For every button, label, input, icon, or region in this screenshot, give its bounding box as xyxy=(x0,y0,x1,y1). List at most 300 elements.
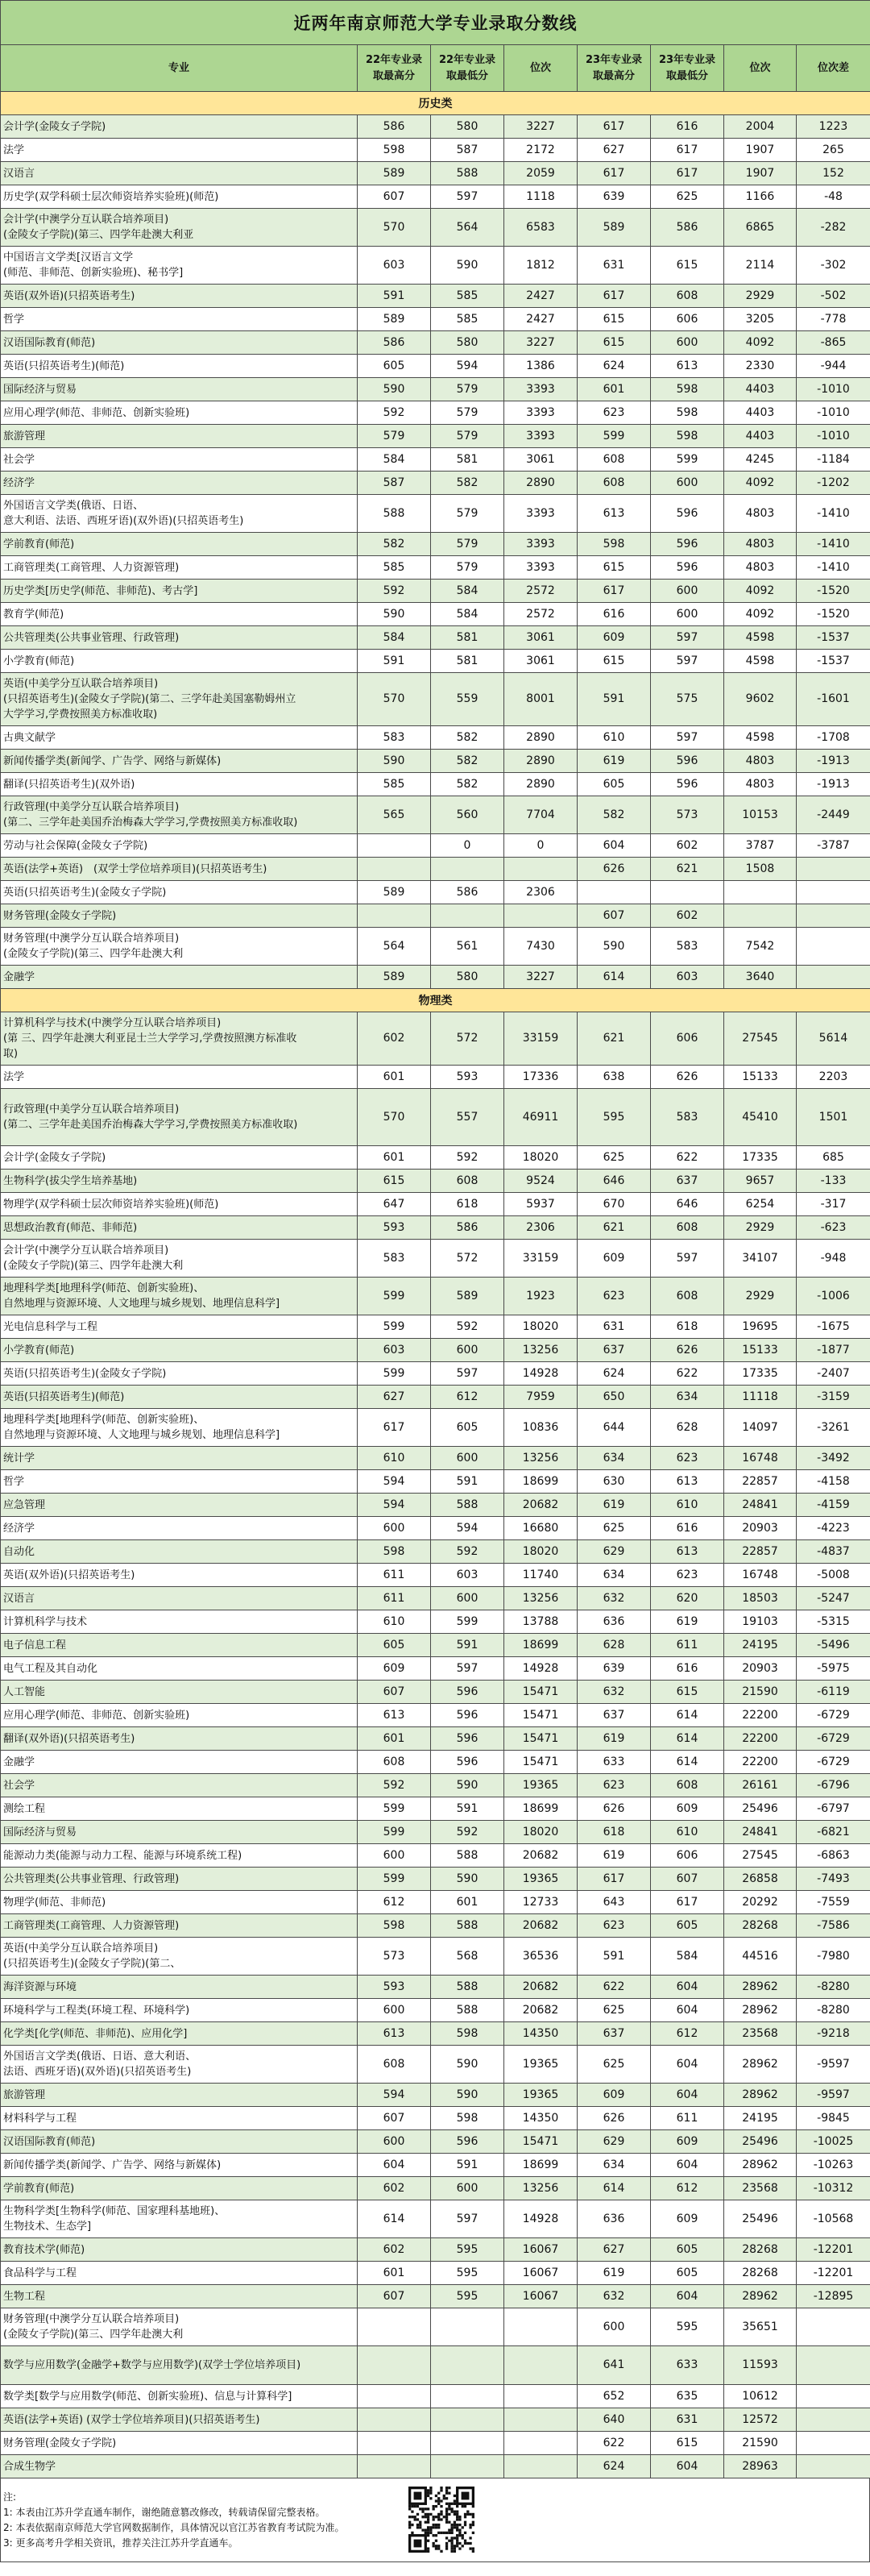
score-cell: -502 xyxy=(797,285,870,308)
score-cell: 4403 xyxy=(724,378,797,401)
table-row xyxy=(1,1240,870,1278)
score-cell: 28268 xyxy=(724,1914,797,1938)
score-cell: -6729 xyxy=(797,1704,870,1727)
score-cell: 559 xyxy=(431,673,504,726)
score-cell: 2929 xyxy=(724,1278,797,1315)
table-row xyxy=(1,580,870,603)
score-cell: 583 xyxy=(358,726,431,750)
score-cell: 7959 xyxy=(504,1386,578,1409)
score-cell: 14928 xyxy=(504,1362,578,1386)
score-cell: 3205 xyxy=(724,308,797,331)
score-cell: 624 xyxy=(578,2455,651,2478)
score-cell: 599 xyxy=(358,1797,431,1821)
score-cell: 1923 xyxy=(504,1278,578,1315)
score-cell: -1520 xyxy=(797,603,870,626)
score-cell: 585 xyxy=(431,308,504,331)
category-label: 物理类 xyxy=(1,989,870,1012)
score-cell: 644 xyxy=(578,1409,651,1447)
score-cell: 596 xyxy=(431,1704,504,1727)
score-cell: 572 xyxy=(431,1240,504,1278)
score-cell: 590 xyxy=(578,928,651,966)
score-cell: 4403 xyxy=(724,401,797,425)
score-cell: 604 xyxy=(651,2084,724,2107)
score-cell: 612 xyxy=(651,2177,724,2200)
score-cell: 603 xyxy=(431,1564,504,1587)
score-cell: 1508 xyxy=(724,858,797,881)
score-cell xyxy=(431,2308,504,2346)
score-cell: 28963 xyxy=(724,2455,797,2478)
table-row xyxy=(1,1409,870,1447)
score-cell: 597 xyxy=(651,626,724,650)
score-cell: 21590 xyxy=(724,2432,797,2455)
score-cell: 2572 xyxy=(504,603,578,626)
score-cell: 3393 xyxy=(504,378,578,401)
score-cell: 610 xyxy=(358,1447,431,1470)
score-cell: 2172 xyxy=(504,139,578,162)
score-cell: -9218 xyxy=(797,2022,870,2046)
score-cell: 573 xyxy=(651,796,724,834)
score-cell: 591 xyxy=(431,1634,504,1657)
score-cell: 4803 xyxy=(724,556,797,580)
major-name: 小学教育(师范) xyxy=(1,1339,358,1362)
score-cell: 609 xyxy=(651,2200,724,2238)
major-name: 公共管理类(公共事业管理、行政管理) xyxy=(1,1868,358,1891)
score-cell: 579 xyxy=(358,425,431,448)
score-cell: 610 xyxy=(358,1610,431,1634)
score-cell: 586 xyxy=(358,331,431,355)
score-cell: 4092 xyxy=(724,580,797,603)
major-name: 汉语言 xyxy=(1,162,358,185)
column-header: 23年专业录 取最低分 xyxy=(651,45,724,92)
score-cell: 598 xyxy=(358,1540,431,1564)
score-cell: 605 xyxy=(651,2238,724,2262)
score-cell: -7559 xyxy=(797,1891,870,1914)
score-cell: 2890 xyxy=(504,773,578,796)
score-cell: -5008 xyxy=(797,1564,870,1587)
score-cell: 5614 xyxy=(797,1012,870,1066)
major-name: 旅游管理 xyxy=(1,425,358,448)
major-name: 统计学 xyxy=(1,1447,358,1470)
score-cell: 619 xyxy=(578,750,651,773)
score-cell: 617 xyxy=(578,162,651,185)
score-cell: 28962 xyxy=(724,2285,797,2308)
note-line: 2: 本表依据南京师范大学官网数据制作，具体情况以官江苏省教育考试院为准。 xyxy=(3,2522,345,2533)
table-row xyxy=(1,533,870,556)
score-cell: 600 xyxy=(651,603,724,626)
score-cell: 17336 xyxy=(504,1066,578,1089)
score-cell: -5247 xyxy=(797,1587,870,1610)
major-name: 应用心理学(师范、非师范、创新实验班) xyxy=(1,401,358,425)
major-name: 金融学 xyxy=(1,1751,358,1774)
major-name: 法学 xyxy=(1,1066,358,1089)
score-cell: 582 xyxy=(431,750,504,773)
table-row xyxy=(1,1774,870,1797)
table-row xyxy=(1,1066,870,1089)
score-cell: 596 xyxy=(431,1727,504,1751)
score-cell: 25496 xyxy=(724,2200,797,2238)
table-row xyxy=(1,185,870,209)
score-cell: 622 xyxy=(651,1146,724,1170)
major-name: 历史学(双学科硕士层次师资培养实验班)(师范) xyxy=(1,185,358,209)
major-name: 外国语言文学类(俄语、日语、 意大利语、法语、西班牙语)(双外语)(只招英语考生) xyxy=(1,495,358,533)
major-name: 国际经济与贸易 xyxy=(1,1821,358,1844)
score-cell: -9597 xyxy=(797,2046,870,2084)
score-cell: 1812 xyxy=(504,247,578,285)
score-cell: 625 xyxy=(578,1999,651,2022)
score-cell: 600 xyxy=(358,2130,431,2154)
table-row xyxy=(1,1999,870,2022)
score-cell: 603 xyxy=(358,1339,431,1362)
score-cell: 265 xyxy=(797,139,870,162)
score-cell: 612 xyxy=(358,1891,431,1914)
score-cell: -3492 xyxy=(797,1447,870,1470)
major-name: 英语(中美学分互认联合培养项目) (只招英语考生)(金陵女子学院)(第二、三学年赴美国塞勒姆州立 大学学习,学费按照美方标准收取) xyxy=(1,673,358,726)
score-cell: 596 xyxy=(651,495,724,533)
score-cell: 590 xyxy=(358,378,431,401)
table-row xyxy=(1,2408,870,2432)
score-cell: 615 xyxy=(651,247,724,285)
score-cell: 631 xyxy=(651,2408,724,2432)
score-cell: 634 xyxy=(578,1447,651,1470)
score-cell xyxy=(797,2408,870,2432)
score-cell: 23568 xyxy=(724,2022,797,2046)
score-cell: 599 xyxy=(358,1315,431,1339)
score-cell: 615 xyxy=(651,2432,724,2455)
major-name: 电气工程及其自动化 xyxy=(1,1657,358,1681)
score-cell: 596 xyxy=(431,2130,504,2154)
column-header: 22年专业录 取最低分 xyxy=(431,45,504,92)
score-cell: 608 xyxy=(651,1278,724,1315)
score-cell: 626 xyxy=(651,1066,724,1089)
major-name: 食品科学与工程 xyxy=(1,2262,358,2285)
score-cell: 28962 xyxy=(724,2154,797,2177)
score-cell: -1877 xyxy=(797,1339,870,1362)
score-cell: 2203 xyxy=(797,1066,870,1089)
score-cell: 14928 xyxy=(504,2200,578,2238)
score-cell: 600 xyxy=(431,1339,504,1362)
score-cell: 600 xyxy=(431,1587,504,1610)
score-cell: 23568 xyxy=(724,2177,797,2200)
score-cell: 15471 xyxy=(504,2130,578,2154)
table-row xyxy=(1,1278,870,1315)
score-cell: -6796 xyxy=(797,1774,870,1797)
score-cell: 606 xyxy=(651,308,724,331)
score-cell: 639 xyxy=(578,185,651,209)
score-cell: 597 xyxy=(651,726,724,750)
score-cell xyxy=(358,904,431,928)
major-name: 地理科学类[地理科学(师范、创新实验班)、 自然地理与资源环境、人文地理与城乡规划、地理信息科学] xyxy=(1,1409,358,1447)
major-name: 能源动力类(能源与动力工程、能源与环境系统工程) xyxy=(1,1844,358,1868)
score-cell: -8280 xyxy=(797,1999,870,2022)
score-cell: 614 xyxy=(651,1751,724,1774)
score-cell: 3061 xyxy=(504,448,578,472)
major-name: 汉语国际教育(师范) xyxy=(1,331,358,355)
score-cell: 2427 xyxy=(504,308,578,331)
score-cell: 28962 xyxy=(724,2084,797,2107)
score-cell: 592 xyxy=(358,580,431,603)
score-cell: 16680 xyxy=(504,1517,578,1540)
score-cell: 20903 xyxy=(724,1657,797,1681)
score-cell: 586 xyxy=(431,1216,504,1240)
score-cell xyxy=(358,2455,431,2478)
score-cell: 617 xyxy=(358,1409,431,1447)
score-cell: 590 xyxy=(431,2046,504,2084)
major-name: 学前教育(师范) xyxy=(1,2177,358,2200)
score-cell: 614 xyxy=(358,2200,431,2238)
table-row xyxy=(1,2154,870,2177)
score-cell: 582 xyxy=(431,472,504,495)
score-cell xyxy=(431,2385,504,2408)
table-row xyxy=(1,2177,870,2200)
score-cell: 611 xyxy=(358,1587,431,1610)
score-cell: 588 xyxy=(358,495,431,533)
column-header: 22年专业录 取最高分 xyxy=(358,45,431,92)
major-name: 环境科学与工程类(环境工程、环境科学) xyxy=(1,1999,358,2022)
score-cell: 560 xyxy=(431,796,504,834)
score-cell: 13256 xyxy=(504,1447,578,1470)
score-cell xyxy=(651,881,724,904)
score-cell: 588 xyxy=(431,1999,504,2022)
score-cell: 596 xyxy=(651,533,724,556)
score-cell xyxy=(358,2385,431,2408)
score-cell: 8001 xyxy=(504,673,578,726)
score-cell: 637 xyxy=(578,1704,651,1727)
score-cell: 4803 xyxy=(724,750,797,773)
score-cell xyxy=(358,858,431,881)
score-cell: -6729 xyxy=(797,1751,870,1774)
score-cell: -317 xyxy=(797,1193,870,1216)
score-cell: 28268 xyxy=(724,2262,797,2285)
score-cell: -10312 xyxy=(797,2177,870,2200)
major-name: 英语(法学+英语) (双学士学位培养项目)(只招英语考生) xyxy=(1,2408,358,2432)
score-cell: 597 xyxy=(431,1362,504,1386)
score-cell: -6821 xyxy=(797,1821,870,1844)
note-line: 3: 更多高考升学相关资讯，推荐关注江苏升学直通车。 xyxy=(3,2537,238,2549)
score-cell: 605 xyxy=(431,1409,504,1447)
score-cell: 605 xyxy=(651,1914,724,1938)
score-cell: 617 xyxy=(651,162,724,185)
score-cell: 615 xyxy=(358,1170,431,1193)
score-cell: 587 xyxy=(431,139,504,162)
major-name: 应用心理学(师范、非师范、创新实验班) xyxy=(1,1704,358,1727)
score-cell: 9602 xyxy=(724,673,797,726)
score-cell: 583 xyxy=(358,1240,431,1278)
score-cell: 627 xyxy=(578,2238,651,2262)
score-cell: 613 xyxy=(578,495,651,533)
score-cell: 621 xyxy=(578,1216,651,1240)
score-cell: 598 xyxy=(578,533,651,556)
score-cell: 608 xyxy=(358,1751,431,1774)
score-cell: 21590 xyxy=(724,1681,797,1704)
score-cell: 10153 xyxy=(724,796,797,834)
major-name: 会计学(中澳学分互认联合培养项目) (金陵女子学院)(第三、四学年赴澳大利亚 xyxy=(1,209,358,247)
score-cell: 7704 xyxy=(504,796,578,834)
score-cell: 573 xyxy=(358,1938,431,1976)
table-row xyxy=(1,2308,870,2346)
score-cell: -948 xyxy=(797,1240,870,1278)
table-row xyxy=(1,2046,870,2084)
score-cell: 589 xyxy=(358,881,431,904)
table-row xyxy=(1,556,870,580)
score-cell xyxy=(797,2346,870,2385)
table-row xyxy=(1,162,870,185)
score-cell: 627 xyxy=(578,139,651,162)
major-name: 劳动与社会保障(金陵女子学院) xyxy=(1,834,358,858)
score-cell: 10836 xyxy=(504,1409,578,1447)
notes-heading: 注: xyxy=(3,2491,17,2503)
table-row xyxy=(1,2346,870,2385)
score-cell: 641 xyxy=(578,2346,651,2385)
score-cell: 608 xyxy=(578,448,651,472)
score-cell: 625 xyxy=(578,1146,651,1170)
score-cell: 613 xyxy=(651,1540,724,1564)
score-cell: 615 xyxy=(578,331,651,355)
major-name: 英语(只招英语考生)(师范) xyxy=(1,355,358,378)
major-name: 海洋资源与环境 xyxy=(1,1976,358,1999)
score-cell: 13256 xyxy=(504,2177,578,2200)
score-cell: 608 xyxy=(651,1774,724,1797)
score-cell: 617 xyxy=(578,285,651,308)
score-cell: 2059 xyxy=(504,162,578,185)
table-row xyxy=(1,1751,870,1774)
score-cell: 589 xyxy=(431,1278,504,1315)
table-row xyxy=(1,247,870,285)
score-cell: 625 xyxy=(651,185,724,209)
score-cell xyxy=(797,2455,870,2478)
score-cell: 588 xyxy=(431,162,504,185)
score-cell: 19103 xyxy=(724,1610,797,1634)
column-header: 位次差 xyxy=(797,45,870,92)
major-name: 经济学 xyxy=(1,1517,358,1540)
score-cell: 13256 xyxy=(504,1339,578,1362)
score-cell: 2004 xyxy=(724,115,797,139)
table-row xyxy=(1,1844,870,1868)
table-row xyxy=(1,1681,870,1704)
score-cell: 616 xyxy=(651,115,724,139)
major-name: 思想政治教育(师范、非师范) xyxy=(1,1216,358,1240)
score-cell: 627 xyxy=(358,1386,431,1409)
table-row xyxy=(1,1470,870,1494)
major-name: 英语(只招英语考生)(金陵女子学院) xyxy=(1,881,358,904)
score-cell: 603 xyxy=(358,247,431,285)
score-cell xyxy=(797,904,870,928)
score-cell: 597 xyxy=(651,1240,724,1278)
score-cell: 1223 xyxy=(797,115,870,139)
table-row xyxy=(1,1494,870,1517)
table-row xyxy=(1,626,870,650)
score-cell: -2449 xyxy=(797,796,870,834)
major-name: 公共管理类(公共事业管理、行政管理) xyxy=(1,626,358,650)
score-cell: 646 xyxy=(578,1170,651,1193)
major-name: 经济学 xyxy=(1,472,358,495)
score-cell: 24195 xyxy=(724,2107,797,2130)
score-cell: 22200 xyxy=(724,1751,797,1774)
score-cell: 596 xyxy=(431,1751,504,1774)
score-cell: 590 xyxy=(358,750,431,773)
major-name: 英语(法学+英语) (双学士学位培养项目)(只招英语考生) xyxy=(1,858,358,881)
score-cell xyxy=(797,858,870,881)
score-cell: -1675 xyxy=(797,1315,870,1339)
score-cell: 614 xyxy=(578,966,651,989)
score-cell: 592 xyxy=(431,1821,504,1844)
score-cell: 15471 xyxy=(504,1681,578,1704)
major-name: 历史学类[历史学(师范、非师范)、考古学] xyxy=(1,580,358,603)
score-cell: -5975 xyxy=(797,1657,870,1681)
major-name: 英语(双外语)(只招英语考生) xyxy=(1,1564,358,1587)
score-cell: 598 xyxy=(358,139,431,162)
score-cell xyxy=(504,2408,578,2432)
score-cell: 3061 xyxy=(504,650,578,673)
score-cell: 598 xyxy=(651,378,724,401)
table-row xyxy=(1,1821,870,1844)
score-cell: 632 xyxy=(578,1587,651,1610)
table-row xyxy=(1,1362,870,1386)
score-cell: 3061 xyxy=(504,626,578,650)
score-cell: 17335 xyxy=(724,1146,797,1170)
score-cell: -12201 xyxy=(797,2238,870,2262)
score-cell: 591 xyxy=(431,1470,504,1494)
score-cell: -7980 xyxy=(797,1938,870,1976)
score-cell: 19365 xyxy=(504,2046,578,2084)
major-name: 翻译(只招英语考生)(双外语) xyxy=(1,773,358,796)
score-cell: 585 xyxy=(431,285,504,308)
score-cell xyxy=(797,881,870,904)
note-line: 1: 本表由江苏升学直通车制作，谢绝随意篡改修改，转载请保留完整表格。 xyxy=(3,2507,325,2518)
score-cell: -4837 xyxy=(797,1540,870,1564)
score-cell: -2407 xyxy=(797,1362,870,1386)
score-cell xyxy=(431,904,504,928)
score-cell: 619 xyxy=(578,1727,651,1751)
score-cell: 602 xyxy=(651,834,724,858)
score-cell: 611 xyxy=(651,2107,724,2130)
score-cell: 647 xyxy=(358,1193,431,1216)
table-row xyxy=(1,1704,870,1727)
score-cell: 604 xyxy=(651,2285,724,2308)
score-cell: 609 xyxy=(651,2130,724,2154)
score-cell: 639 xyxy=(578,1657,651,1681)
score-cell: 601 xyxy=(358,1727,431,1751)
major-name: 英语(只招英语考生)(金陵女子学院) xyxy=(1,1362,358,1386)
score-cell: 607 xyxy=(358,185,431,209)
major-name: 会计学(中澳学分互认联合培养项目) (金陵女子学院)(第三、四学年赴澳大利 xyxy=(1,1240,358,1278)
score-cell: 597 xyxy=(651,650,724,673)
score-cell: 600 xyxy=(651,580,724,603)
table-row xyxy=(1,2107,870,2130)
score-cell: 581 xyxy=(431,650,504,673)
score-cell: 3640 xyxy=(724,966,797,989)
score-cell xyxy=(797,966,870,989)
major-name: 物理学(师范、非师范) xyxy=(1,1891,358,1914)
score-cell: 582 xyxy=(431,726,504,750)
table-row xyxy=(1,1914,870,1938)
score-cell: -6797 xyxy=(797,1797,870,1821)
major-name: 光电信息科学与工程 xyxy=(1,1315,358,1339)
score-cell xyxy=(504,2308,578,2346)
score-cell xyxy=(431,2432,504,2455)
major-name: 地理科学类[地理科学(师范、创新实验班)、 自然地理与资源环境、人文地理与城乡规划、地理信息科学] xyxy=(1,1278,358,1315)
score-cell: 0 xyxy=(504,834,578,858)
score-cell: 2929 xyxy=(724,285,797,308)
score-cell: 619 xyxy=(651,1610,724,1634)
score-cell: 593 xyxy=(358,1216,431,1240)
score-cell: 18020 xyxy=(504,1540,578,1564)
score-cell: 602 xyxy=(358,2177,431,2200)
table-row xyxy=(1,1216,870,1240)
score-cell: 596 xyxy=(431,1681,504,1704)
score-cell: 605 xyxy=(358,355,431,378)
score-cell: -10025 xyxy=(797,2130,870,2154)
major-name: 行政管理(中美学分互认联合培养项目) (第二、三学年赴美国乔治梅森大学学习,学费按照美方标准收取) xyxy=(1,1089,358,1146)
